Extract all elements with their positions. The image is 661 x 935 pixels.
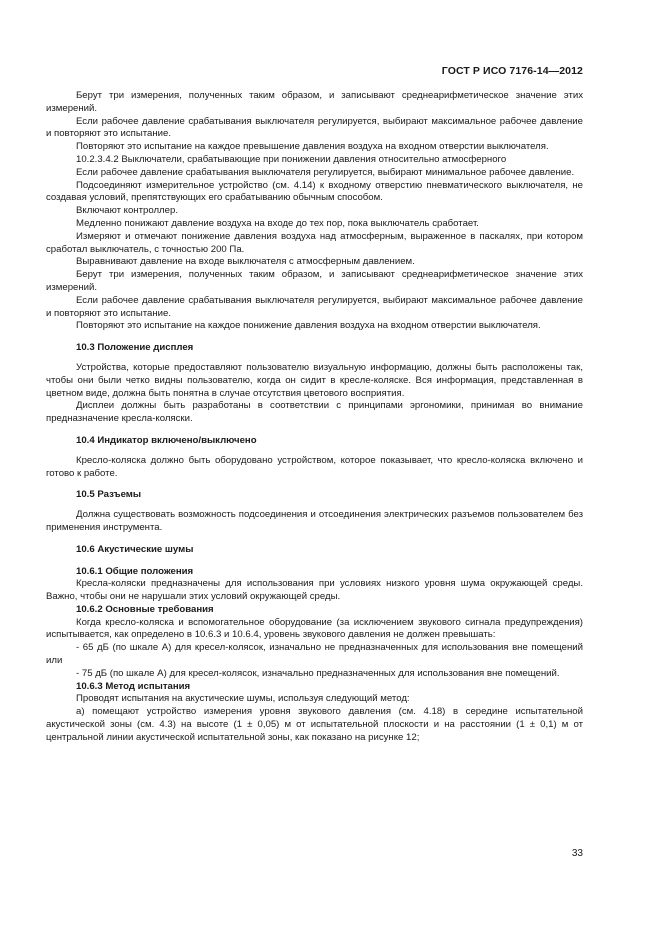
paragraph: Если рабочее давление срабатывания выключателя регулируется, выбирают максимальное рабочее давление и повторяют это испытание.: [46, 115, 583, 140]
paragraph: Повторяют это испытание на каждое понижение давления воздуха на входном отверстии выключателя.: [76, 320, 541, 332]
list-item: - 75 дБ (по шкале А) для кресел-колясок, изначально предназначенных для использования вне помещений.: [76, 667, 560, 679]
paragraph: Кресла-коляски предназначены для использования при условиях низкого уровня шума окружающей среды. Важно, чтобы они не нарушали этих условий окружающей среды.: [46, 578, 583, 603]
page-number: 33: [571, 848, 583, 859]
list-item: а) помещают устройство измерения уровня звукового давления (см. 4.18) в середине испытательной акустической зоны (см. 4.3) на высоте (1 ± 0,05) м от испытательной плоскости и на расстоянии (1 ± 0,1) м от центральной линии акустической испытательной зоны, как показано на рисунке 12;: [46, 706, 583, 743]
paragraph: Подсоединяют измерительное устройство (см. 4.14) к входному отверстию пневматического выключателя, не создавая условий, препятствующих его срабатыванию обычным способом.: [46, 179, 583, 204]
section-heading-10-5: 10.5 Разъемы: [76, 489, 142, 501]
paragraph: Если рабочее давление срабатывания выключателя регулируется, выбирают максимальное рабочее давление и повторяют это испытание.: [46, 294, 583, 319]
paragraph: Устройства, которые предоставляют пользователю визуальную информацию, должны быть расположены так, чтобы они были четко видны пользователю, когда он сидит в кресле-коляске. Вся информация, представленная в цветном виде, должна быть понятна в случае отсутствия цветового восприятия.: [46, 361, 583, 399]
paragraph: Берут три измерения, полученных таким образом, и записывают среднеарифметическое значение этих измерений.: [46, 90, 583, 114]
paragraph: Включают контроллер.: [76, 205, 178, 217]
document-header: ГОСТ Р ИСО 7176-14—2012: [441, 65, 583, 77]
paragraph: Должна существовать возможность подсоединения и отсоединения электрических разъемов пользователем без применения инструмента.: [46, 509, 583, 533]
paragraph: Кресло-коляска должно быть оборудовано устройством, которое показывает, что кресло-коляска включено и готово к работе.: [46, 454, 583, 479]
section-heading-10-6: 10.6 Акустические шумы: [76, 543, 194, 555]
section-heading-10-3: 10.3 Положение дисплея: [76, 342, 194, 354]
paragraph: Если рабочее давление срабатывания выключателя регулируется, выбирают минимальное рабочее давление.: [76, 166, 575, 178]
paragraph: Проводят испытания на акустические шумы, используя следующий метод:: [76, 693, 410, 705]
list-item: - 65 дБ (по шкале А) для кресел-колясок, изначально не предназначенных для использования вне помещений или: [46, 642, 583, 667]
paragraph: Когда кресло-коляска и вспомогательное оборудование (за исключением звукового сигнала предупреждения) испытывается, как определено в 10.6.3 и 10.6.4, уровень звукового давления не должен превышать:: [46, 616, 583, 641]
section-heading-10-6-3: 10.6.3 Метод испытания: [76, 680, 191, 692]
paragraph: Медленно понижают давление воздуха на входе до тех пор, пока выключатель сработает.: [76, 217, 479, 229]
paragraph: Берут три измерения, полученных таким образом, и записывают среднеарифметическое значение этих измерений.: [46, 269, 583, 293]
section-heading-10-6-2: 10.6.2 Основные требования: [76, 603, 214, 615]
paragraph: Выравнивают давление на входе выключателя с атмосферным давлением.: [76, 256, 415, 268]
section-heading-10-4: 10.4 Индикатор включено/выключено: [76, 434, 257, 446]
document-body: [46, 90, 583, 745]
paragraph: Повторяют это испытание на каждое превышение давления воздуха на входном отверстии выключателя.: [76, 141, 549, 153]
paragraph: Дисплеи должны быть разработаны в соответствии с принципами эргономики, принимая во внимание предназначение кресла-коляски.: [46, 400, 583, 425]
subclause-heading: 10.2.3.4.2 Выключатели, срабатывающие при понижении давления относительно атмосферного: [76, 153, 507, 165]
section-heading-10-6-1: 10.6.1 Общие положения: [76, 565, 194, 577]
paragraph: Измеряют и отмечают понижение давления воздуха над атмосферным, выраженное в паскалях, при котором сработал выключатель, с точностью 200 Па.: [46, 230, 583, 255]
